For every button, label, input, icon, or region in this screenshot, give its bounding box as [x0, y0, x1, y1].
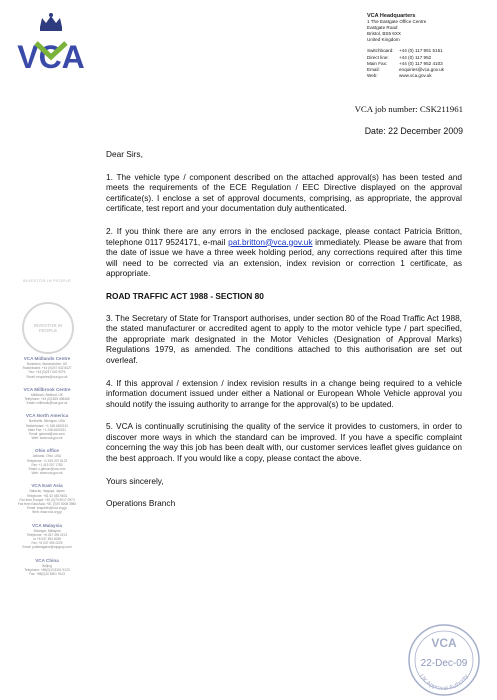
office-line: Millbrook, Bedford, UK	[31, 392, 63, 397]
stamp-date: 22-Dec-09	[420, 658, 468, 669]
office-name: VCA Malaysia	[32, 522, 62, 528]
office-line: Switchboard: +44 (0)247 632 8427	[22, 366, 72, 371]
crown-icon	[40, 13, 62, 31]
letter-body	[106, 149, 462, 521]
office-line: Email: putbestgatoe@mpgrup.com	[22, 545, 72, 550]
office-line: Fax: +6 037 494 0225	[31, 541, 63, 546]
office-line: Fax: +86(0)10 8301 9123	[29, 572, 65, 577]
faint-accreditation-text: INVESTOR IN PEOPLE	[22, 278, 71, 283]
stamp-ring-text-path: UK Approval Authority	[418, 673, 470, 693]
paragraph-2	[106, 226, 462, 279]
office-line: Email: enquiries@vca.gov.uk	[26, 374, 68, 379]
paragraph-1: 1. The vehicle type / component described on the attached approval(s) has been tested and meets the requirements of the ECE Regulation / EEC Directive displayed on the approval certificate(s). I enclose a set of approval documents, comprising, as appropriate, the approval certificate, test report and your documentation duly authenticated.	[106, 171, 462, 214]
office-line: Beijing	[42, 563, 52, 568]
office-line: Northville, Michigan, USA	[28, 419, 66, 424]
hq-address-line: United Kingdom	[367, 37, 400, 43]
sidebar	[0, 0, 92, 700]
office-block	[4, 387, 90, 406]
hq-contact-block	[367, 13, 492, 79]
office-block	[4, 558, 90, 577]
office-line: Email: enquiries@vca.org.jp	[27, 506, 67, 511]
office-name: VCA North America	[25, 413, 69, 419]
office-block	[4, 356, 90, 379]
office-line: Email: c.gibson@vca.com	[28, 467, 66, 472]
office-line: Web: www.vca.gov.uk	[31, 436, 63, 441]
office-line: Telephone: +86(0)10 8301 9123	[24, 567, 70, 572]
office-line: Nuneaton, Warwickshire, UK	[26, 362, 68, 366]
contact-value: www.vca.gov.uk	[399, 72, 432, 78]
office-name: VCA China	[35, 557, 59, 563]
hq-contact-row	[367, 73, 492, 79]
job-number: VCA job number: CSK211961	[354, 104, 463, 114]
office-name: VCA Midlands Centre	[23, 356, 71, 361]
office-line: Main Fax: +1 248 4600151	[27, 427, 66, 432]
contact-label: Main Fax:	[367, 60, 388, 66]
office-block	[4, 523, 90, 550]
letter-date: Date: 22 December 2009	[364, 126, 463, 136]
contact-value: +44 (0) 117 951 5151	[399, 48, 443, 54]
signature: Operations Branch	[106, 498, 176, 509]
office-line: Fax: +1 419 207 1783	[31, 462, 63, 467]
closing: Yours sincerely,	[106, 475, 164, 486]
office-line: Telephone: +44 (0)1525 408466	[24, 397, 70, 402]
hq-address-line: Bristol, BS5 6XX	[367, 31, 401, 37]
office-line: Switchboard: +1 248 4600151	[25, 423, 69, 428]
section-heading: ROAD TRAFFIC ACT 1988 - SECTION 80	[106, 290, 264, 301]
office-line: or +6 037 494 4068	[33, 537, 61, 542]
paragraph-5: 5. VCA is continually scrutinising the quality of the service it provides to customers, in order to discover more ways in which the standard can be improved. If you have a specific complaint concerning the way this job has been dealt with, our customer services leaflet gives guidance on the best approach. If you would like a copy, please contact the above.	[106, 421, 462, 464]
office-line: Telephone: +1 419 207 8123	[26, 458, 68, 463]
office-name: Ohio office	[35, 448, 59, 454]
office-block	[4, 448, 90, 475]
office-line: Web: www.vca.org.jp	[32, 510, 62, 515]
office-name: VCA Millbrook Centre	[23, 386, 71, 392]
office-line: Fax from East Asia: +81 (0)70 5008 3980	[17, 502, 77, 507]
contact-label: Email:	[367, 66, 380, 72]
paragraph-2-text: 2. If you think there are any errors in the enclosed package, please contact Patricia Britton, telephone 0117 9524171, e-mail	[106, 225, 462, 247]
paragraph-4: 4. If this approval / extension / index revision results in a change being required to a vehicle information document issued under either a National or European Whole Vehicle approval you should notify the issuing authority to arrange for the approval(s) to be updated.	[106, 377, 462, 409]
approval-stamp	[406, 622, 482, 698]
hq-address-line: Eastgate Road	[367, 25, 398, 31]
contact-value: +44 (0) 117 952 4103	[399, 60, 443, 66]
investor-in-people-badge: INVESTOR IN PEOPLE	[22, 302, 74, 354]
office-line: Email: general@vca.com	[29, 432, 65, 437]
office-line: Fax: +44 (0)247 632 9276	[28, 370, 66, 375]
office-list	[4, 356, 90, 584]
stamp-logo: VCA	[431, 636, 457, 650]
contact-value: enquiries@vca.gov.uk	[399, 66, 444, 72]
paragraph-2-text-cont: immediately. Please be aware that from the date of issue we have a three week holding period, any corrections required after this time will need to be corrected via an extension, index revision or correction 1 certificate, as appropriate.	[106, 236, 462, 279]
contact-label: Switchboard:	[367, 48, 394, 54]
logo-wordmark: VCA	[17, 39, 85, 75]
salutation: Dear Sirs,	[106, 149, 143, 159]
office-line: Fax from Europe: +81 (0)70 5017 0974	[19, 497, 75, 502]
contact-value: +44 (0) 117 952	[399, 54, 432, 60]
email-link[interactable]: pat.britton@vca.gov.uk	[228, 236, 313, 247]
office-line: Selangor, Malaysia	[33, 528, 61, 533]
office-line: Telephone: +81 52 683 9831	[26, 493, 68, 498]
office-name: VCA East Asia	[31, 483, 63, 489]
hq-address-line: 1 The Eastgate Office Centre	[367, 19, 427, 25]
contact-label: Direct line:	[367, 54, 389, 60]
office-line: Email: millbrook@vca.gov.uk	[26, 401, 68, 406]
office-block	[4, 413, 90, 440]
contact-label: Web:	[367, 72, 378, 78]
office-line: Web: www.vca.gov.uk	[31, 471, 63, 476]
hq-title: VCA Headquarters	[367, 13, 416, 19]
office-line: Naka-ku, Nagoya, Japan	[29, 489, 65, 494]
office-line: Telephone: +6 037 494 0221	[26, 532, 68, 537]
vca-logo	[12, 10, 90, 80]
paragraph-3: 3. The Secretary of State for Transport authorises, under section 80 of the Road Traffic Act 1988, the stated manufacturer or accredited agent to apply to the motor vehicle type / part specified, the appropriate mark designated in the Motor Vehicles (Designation of Approval Marks) Regulations 1979, as amended. The conditions attached to this authorisation are set out overleaf.	[106, 312, 462, 365]
office-line: Ashland, Ohio, USA	[32, 454, 62, 459]
office-block	[4, 483, 90, 514]
